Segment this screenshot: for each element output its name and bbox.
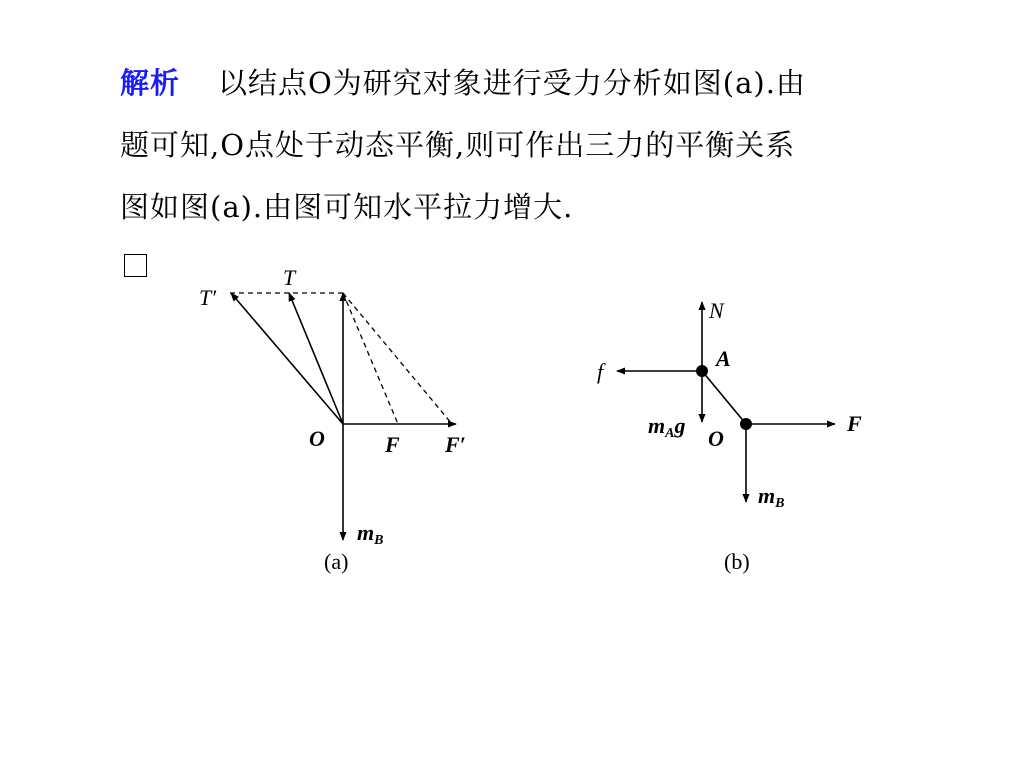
vector-T xyxy=(289,293,343,424)
text-line-1-content: 以结点O为研究对象进行受力分析如图(a).由 xyxy=(218,66,806,100)
label-N: N xyxy=(709,298,724,323)
label-O: O xyxy=(309,426,325,451)
caption-a: (a) xyxy=(324,549,349,574)
label-f: f xyxy=(597,359,604,384)
label-F-b: F xyxy=(847,411,862,436)
analysis-heading: 解析 xyxy=(120,66,181,100)
text-line-3: 图如图(a).由图可知水平拉力增大. xyxy=(120,190,574,224)
label-mB-b: mB xyxy=(758,483,785,511)
label-O-b: O xyxy=(708,426,724,451)
dashed-line-to-F-prime xyxy=(343,293,452,424)
point-A xyxy=(696,365,708,377)
point-O xyxy=(740,418,752,430)
label-mB: mB xyxy=(357,520,384,548)
caption-b: (b) xyxy=(724,549,750,574)
text-line-2: 题可知,O点处于动态平衡,则可作出三力的平衡关系 xyxy=(120,128,796,162)
figure-b xyxy=(597,298,862,574)
vector-T-prime xyxy=(231,293,343,424)
figure-a xyxy=(199,265,466,574)
label-A: A xyxy=(716,346,731,371)
label-F: F xyxy=(385,432,400,457)
label-T-prime: T′ xyxy=(199,285,217,310)
label-F-prime: F′ xyxy=(445,432,466,457)
dashed-line-to-F xyxy=(343,293,398,424)
rope-A-O xyxy=(702,371,746,424)
label-mAg: mAg xyxy=(648,413,686,441)
label-T: T xyxy=(283,265,296,290)
